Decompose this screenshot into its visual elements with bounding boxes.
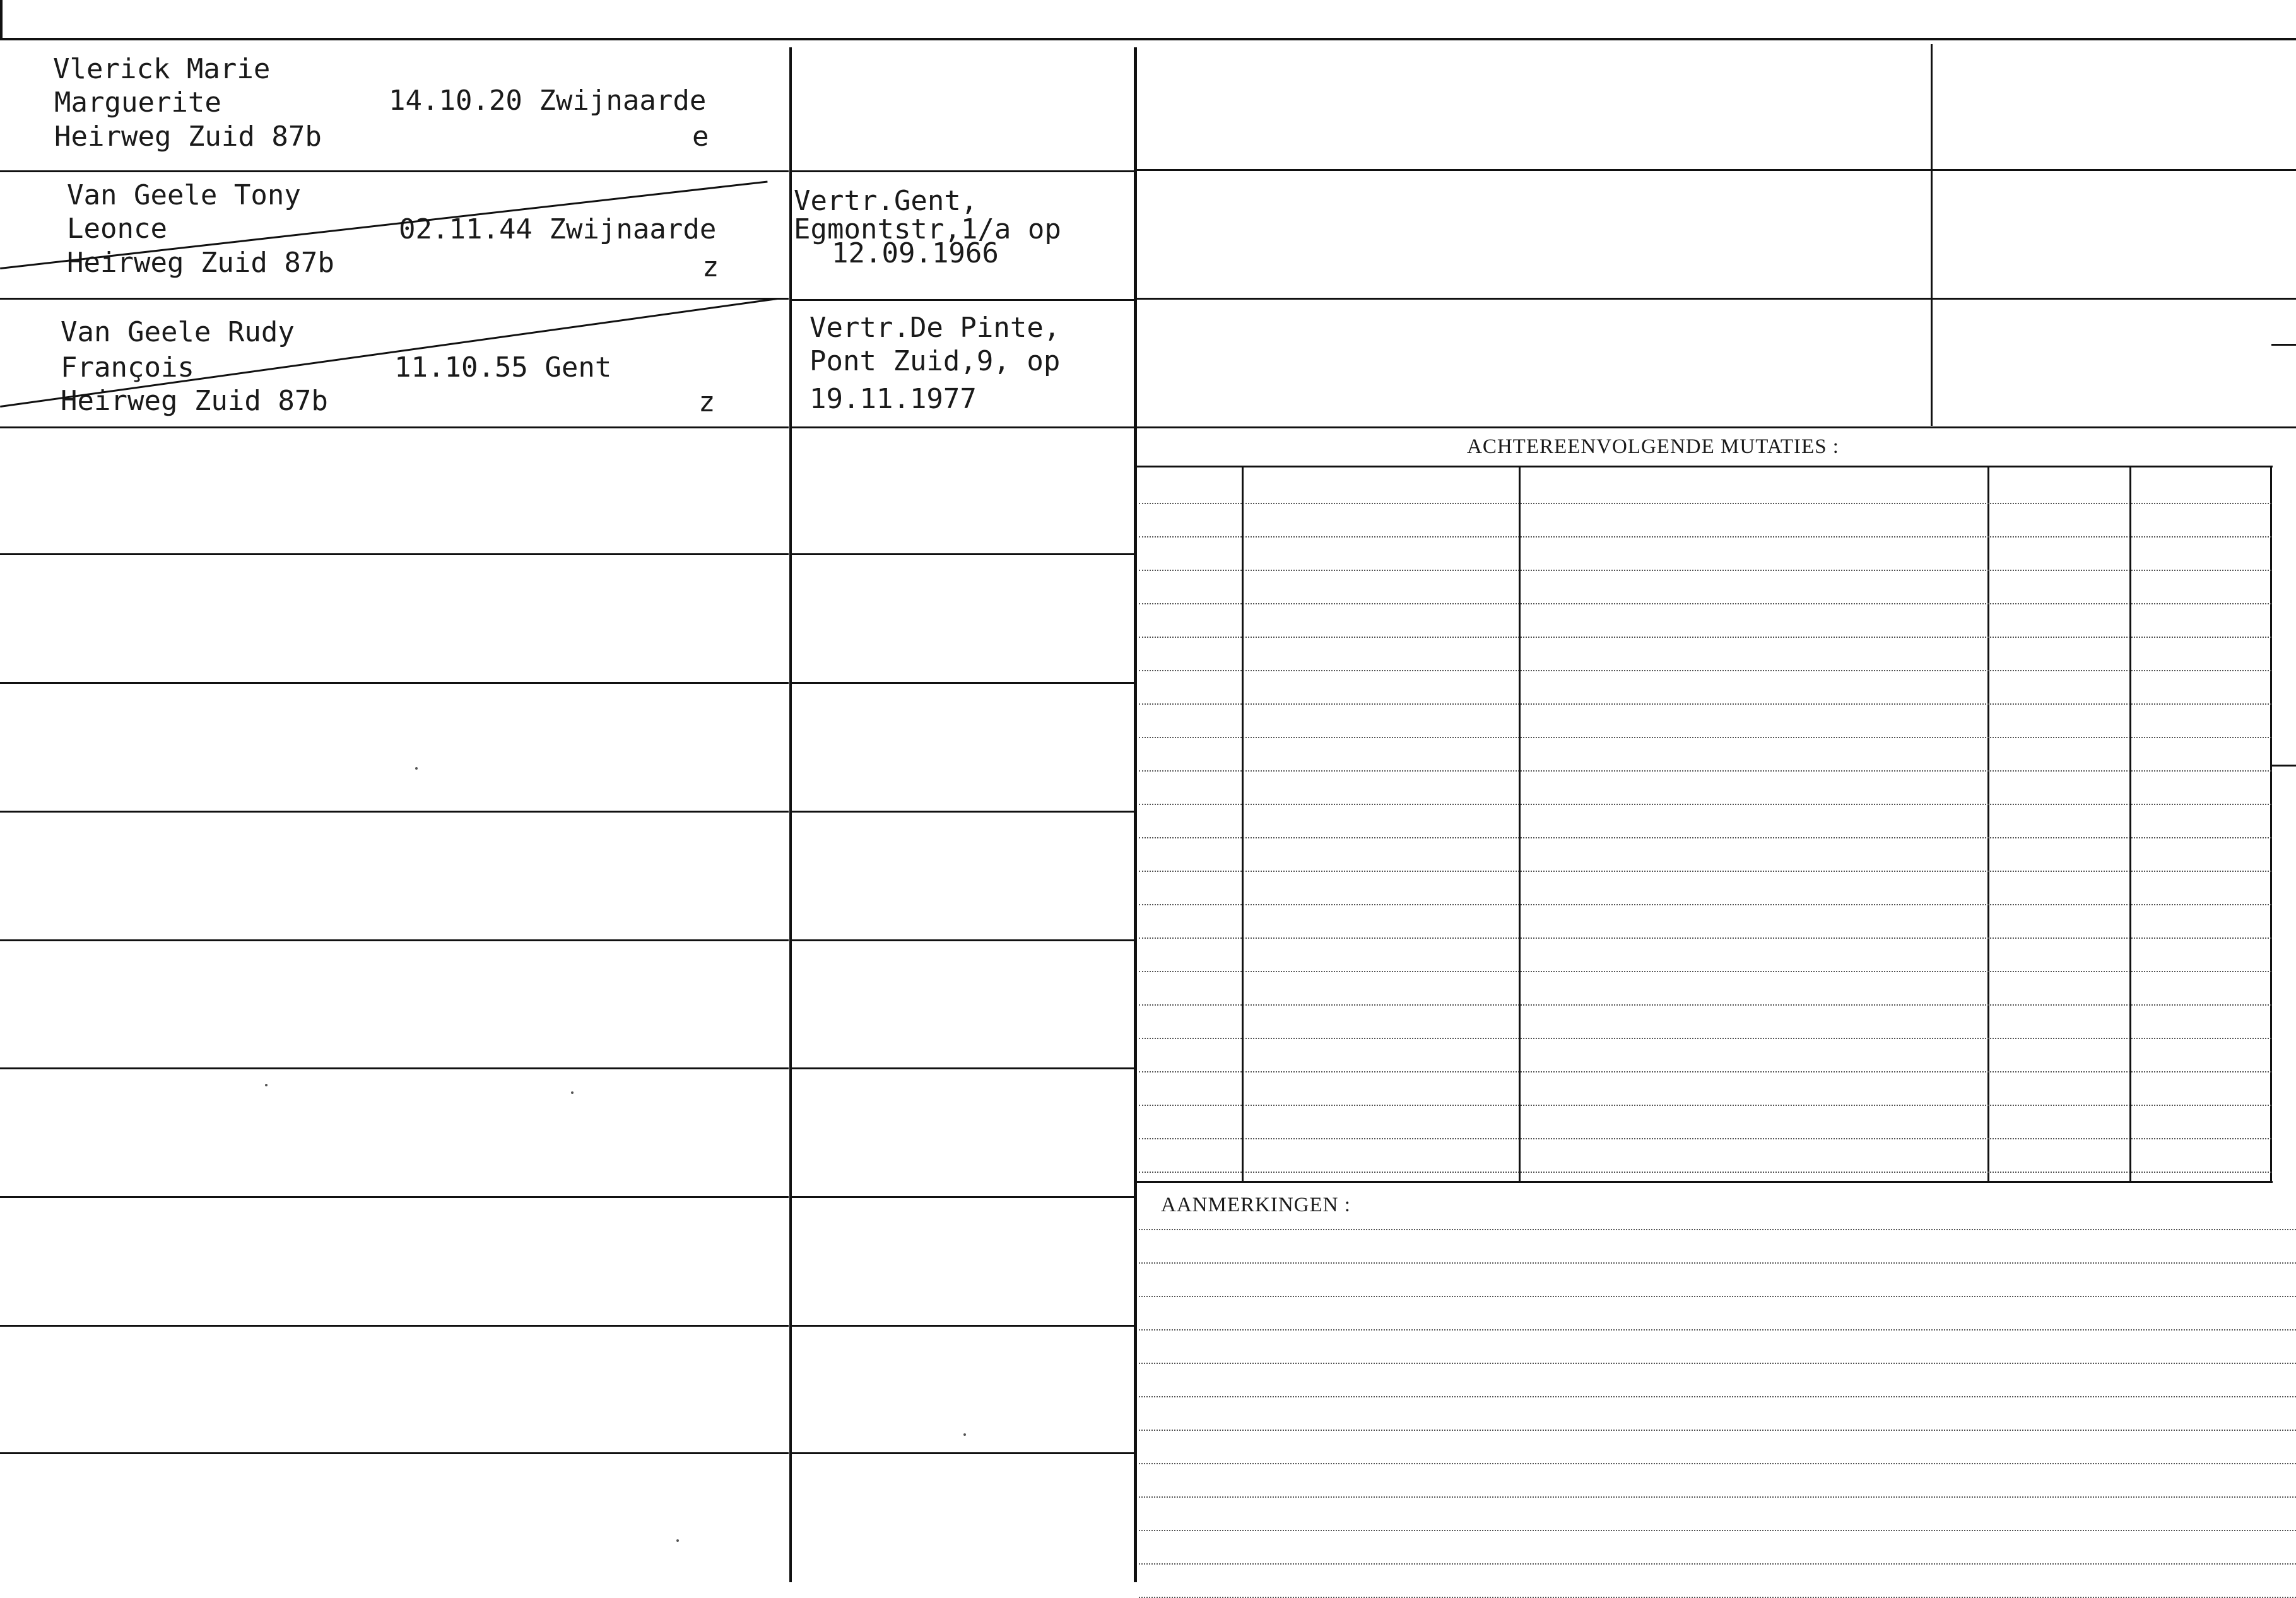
- mutation-ruling-line: [1139, 603, 2271, 604]
- col2-rule-7: [792, 939, 1134, 941]
- divider-col-1: [789, 47, 792, 1582]
- remark-ruling-line: [1139, 1329, 2296, 1331]
- entry-2-name: Van Geele Tony: [67, 179, 301, 211]
- mutation-ruling-line: [1139, 904, 2271, 905]
- col2-rule-6: [792, 811, 1134, 813]
- col2-rule-2: [792, 299, 1134, 301]
- mutation-ruling-line: [1139, 1004, 2271, 1006]
- scan-speck: [415, 767, 418, 770]
- entry-2-move-line-1: Vertr.Gent,: [794, 185, 978, 217]
- entry-2-birth: 02.11.44 Zwijnaarde: [399, 213, 717, 245]
- entry-3-move-line-2: Pont Zuid,9, op: [809, 345, 1061, 377]
- mutations-col-5: [2270, 467, 2272, 1182]
- edge-tick-1: [2271, 344, 2296, 346]
- mutations-title: ACHTEREENVOLGENDE MUTATIES :: [1467, 435, 1839, 458]
- remarks-title: AANMERKINGEN :: [1161, 1194, 1351, 1216]
- mutation-ruling-line: [1139, 871, 2271, 872]
- top-border: [0, 38, 2296, 40]
- remark-ruling-line: [1139, 1530, 2296, 1531]
- entry-3-move-line-1: Vertr.De Pinte,: [809, 312, 1061, 344]
- remark-ruling-line: [1139, 1463, 2296, 1464]
- right-rule-1: [1137, 169, 2296, 171]
- entry-3-move-line-3: 19.11.1977: [809, 383, 977, 415]
- mutation-ruling-line: [1139, 837, 2271, 838]
- divider-col-2: [1134, 47, 1137, 1582]
- col2-rule-4: [792, 553, 1134, 555]
- remark-ruling-line: [1139, 1363, 2296, 1364]
- mutation-ruling-line: [1139, 570, 2271, 571]
- entry-1-address: Heirweg Zuid 87b: [54, 120, 322, 153]
- entry-2-move-line-2: Egmontstr,1/a op: [794, 213, 1061, 245]
- remark-ruling-line: [1139, 1496, 2296, 1498]
- mutations-col-1: [1242, 467, 1244, 1182]
- scan-speck: [676, 1539, 679, 1542]
- divider-col-3: [1931, 44, 1933, 426]
- scan-speck: [571, 1091, 574, 1094]
- mutation-ruling-line: [1139, 637, 2271, 638]
- entry-2-move-line-3: 12.09.1966: [832, 237, 999, 269]
- remark-ruling-line: [1139, 1563, 2296, 1565]
- mutations-col-3: [1987, 467, 1989, 1182]
- col2-rule-1: [792, 170, 1134, 172]
- entry-2-address: Heirweg Zuid 87b: [67, 247, 334, 279]
- mutation-ruling-line: [1139, 1071, 2271, 1072]
- remark-ruling-line: [1139, 1396, 2296, 1397]
- entry-1-birth: 14.10.20 Zwijnaarde: [389, 85, 707, 117]
- right-rule-3: [1137, 426, 2296, 428]
- scan-speck: [265, 1084, 268, 1086]
- mutation-ruling-line: [1139, 1105, 2271, 1106]
- row-rule-10: [0, 1325, 789, 1327]
- mutations-col-2: [1519, 467, 1521, 1182]
- mutations-col-4: [2129, 467, 2131, 1182]
- mutations-top-rule: [1137, 466, 2273, 467]
- row-rule-5: [0, 682, 789, 684]
- mutation-ruling-line: [1139, 804, 2271, 805]
- mutation-ruling-line: [1139, 1038, 2271, 1039]
- mutation-ruling-line: [1139, 1172, 2271, 1173]
- entry-1-name: Vlerick Marie: [53, 53, 271, 85]
- col2-rule-11: [792, 1452, 1134, 1454]
- row-rule-6: [0, 811, 789, 813]
- col2-rule-9: [792, 1196, 1134, 1198]
- mutation-ruling-line: [1139, 536, 2271, 538]
- mutation-ruling-line: [1139, 503, 2271, 504]
- mutations-bottom-rule: [1137, 1181, 2273, 1183]
- entry-2-code: z: [702, 251, 719, 283]
- mutation-ruling-line: [1139, 937, 2271, 939]
- remark-ruling-line: [1139, 1262, 2296, 1264]
- scan-speck: [963, 1433, 966, 1436]
- entry-1-given-names: Marguerite: [54, 86, 221, 119]
- mutation-ruling-line: [1139, 703, 2271, 705]
- mutation-ruling-line: [1139, 1138, 2271, 1139]
- col2-rule-3: [792, 426, 1134, 428]
- col2-rule-8: [792, 1067, 1134, 1069]
- mutation-ruling-line: [1139, 670, 2271, 671]
- row-rule-4: [0, 553, 789, 555]
- mutation-ruling-line: [1139, 737, 2271, 738]
- entry-1-code: e: [692, 120, 709, 153]
- row-rule-7: [0, 939, 789, 941]
- col2-rule-10: [792, 1325, 1134, 1327]
- mutation-ruling-line: [1139, 971, 2271, 972]
- mutation-ruling-line: [1139, 770, 2271, 772]
- row-rule-3: [0, 426, 789, 428]
- row-rule-11: [0, 1452, 789, 1454]
- entry-3-code: z: [698, 386, 715, 418]
- row-rule-8: [0, 1067, 789, 1069]
- entry-3-name: Van Geele Rudy: [61, 316, 295, 348]
- row-rule-2: [0, 298, 789, 300]
- right-rule-2: [1137, 298, 2296, 300]
- entry-3-birth: 11.10.55 Gent: [394, 351, 612, 384]
- col2-rule-5: [792, 682, 1134, 684]
- edge-tick-2: [2271, 765, 2296, 767]
- entry-2-given-names: Leonce: [67, 213, 167, 245]
- left-edge-mark: [0, 0, 3, 39]
- remark-ruling-line: [1139, 1430, 2296, 1431]
- remark-ruling-line: [1139, 1296, 2296, 1297]
- row-rule-1: [0, 170, 789, 172]
- entry-3-given-names: François: [61, 351, 194, 384]
- remark-ruling-line: [1139, 1229, 2296, 1230]
- row-rule-9: [0, 1196, 789, 1198]
- entry-3-address: Heirweg Zuid 87b: [61, 385, 328, 417]
